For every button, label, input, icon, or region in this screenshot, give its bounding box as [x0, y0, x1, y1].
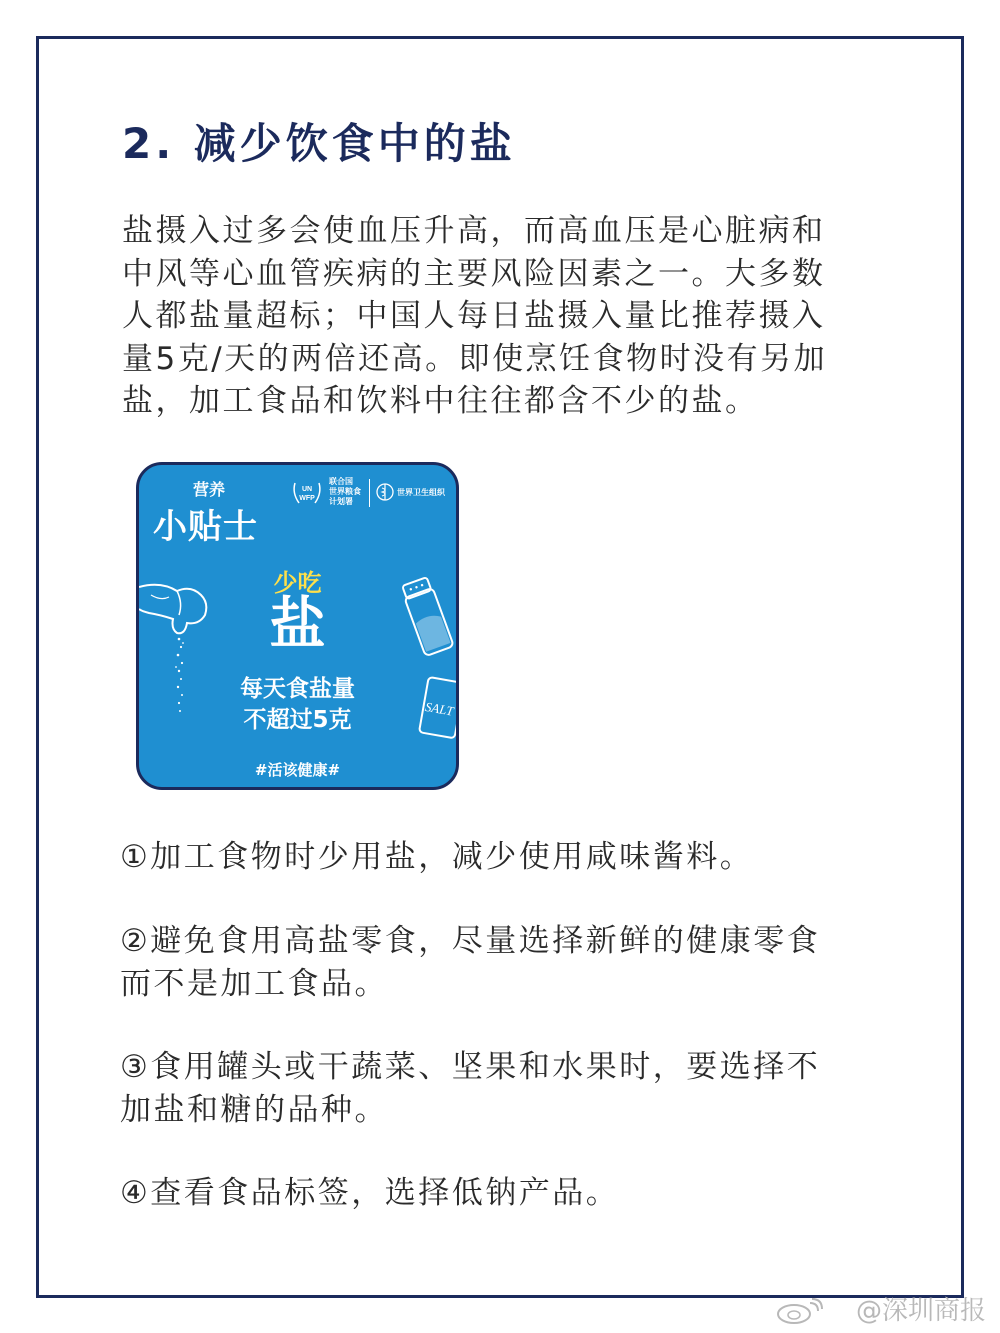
salt-text: 盐	[269, 592, 326, 657]
wfp-label: 联合国 世界粮食 计划署	[329, 477, 361, 506]
svg-text:UN: UN	[301, 486, 313, 493]
tip-line: ①加工食物时少用盐，减少使用咸味酱料。	[120, 839, 754, 875]
intro-line: 盐，加工食品和饮料中往往都含不少的盐。	[122, 383, 759, 419]
section-heading: 2. 减少饮食中的盐	[122, 119, 516, 168]
tip-item	[120, 836, 753, 879]
tip-line: 而不是加工食品。	[120, 965, 388, 1002]
intro-line: 中风等心血管疾病的主要风险因素之一。大多数	[122, 255, 826, 292]
tip-item	[120, 1046, 820, 1131]
poster-hashtag: #活该健康#	[254, 761, 341, 779]
who-logo-icon	[375, 481, 395, 503]
daily-limit-line-1: 每天食盐量	[240, 676, 355, 702]
salt-box-label: SALT	[423, 698, 455, 719]
intro-line: 人都盐量超标；中国人每日盐摄入量比推荐摄入	[122, 298, 826, 334]
tip-line: ②避免食用高盐零食，尽量选择新鲜的健康零食	[120, 923, 821, 959]
who-label: 世界卫生组织	[397, 488, 445, 497]
eat-less-text: 少吃	[273, 569, 322, 597]
svg-text:WFP: WFP	[299, 495, 315, 502]
poster-tag-small: 营养	[193, 480, 226, 499]
poster-tag-big: 小贴士	[153, 507, 258, 547]
logo-divider	[369, 479, 370, 507]
tip-item	[120, 920, 820, 1005]
intro-line: 盐摄入过多会使血压升高，而高血压是心脏病和	[122, 213, 826, 249]
wfp-logo-icon	[291, 479, 323, 507]
watermark: @深圳商报	[855, 1296, 986, 1326]
tip-item	[120, 1172, 619, 1215]
intro-paragraph	[122, 210, 882, 423]
tip-line: 加盐和糖的品种。	[120, 1091, 388, 1128]
tip-line: ③食用罐头或干蔬菜、坚果和水果时，要选择不	[120, 1049, 821, 1085]
weibo-logo-icon	[774, 1297, 824, 1325]
nutrition-tip-poster	[136, 462, 459, 790]
org-logos	[289, 475, 454, 511]
tip-line: ④查看食品标签，选择低钠产品。	[120, 1175, 620, 1211]
intro-line: 量5克/天的两倍还高。即使烹饪食物时没有另加	[122, 340, 828, 377]
daily-limit-line-2: 不超过5克	[243, 707, 352, 733]
